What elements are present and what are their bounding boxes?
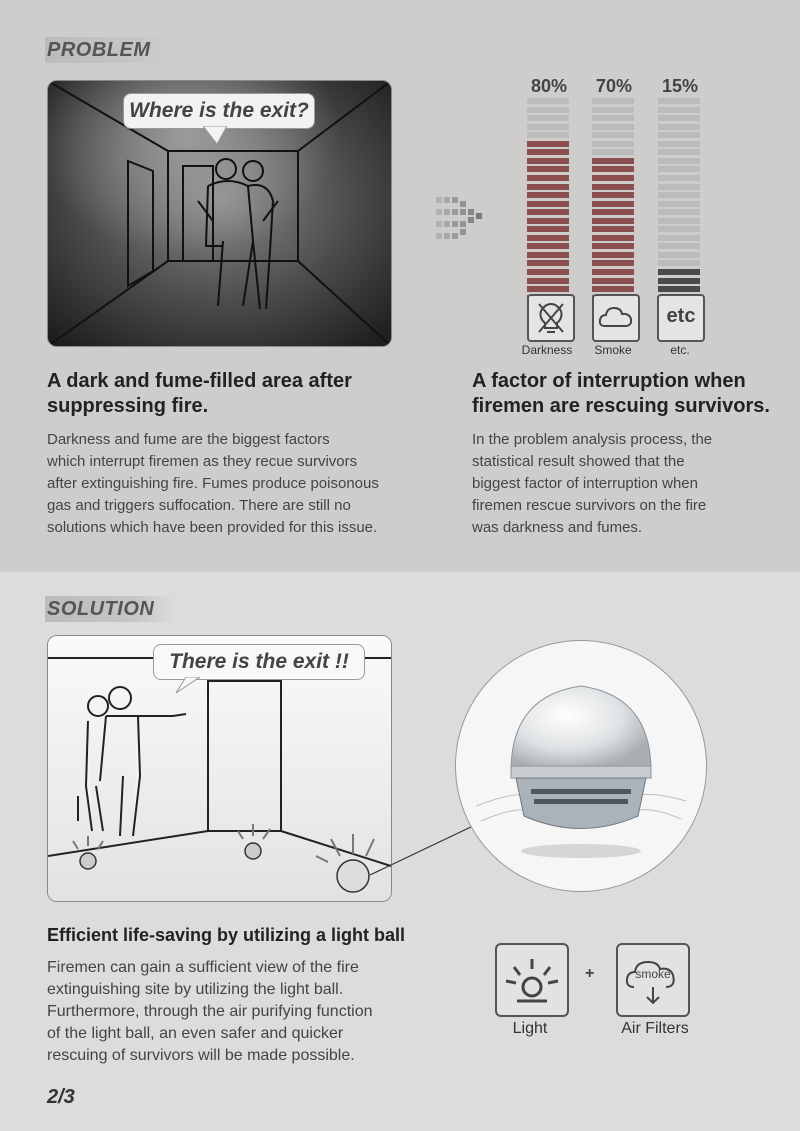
bar-segment: [658, 124, 700, 130]
analysis-body-line: biggest factor of interruption when: [472, 475, 698, 492]
solution-body-line: Furthermore, through the air purifying function: [47, 1003, 373, 1020]
bar-segment: [658, 149, 700, 155]
bar-segment: [592, 166, 634, 172]
analysis-heading-line: A factor of interruption when: [472, 370, 746, 392]
bar-segment: [527, 158, 569, 164]
bar-segment: [592, 149, 634, 155]
problem-body-line: gas and triggers suffocation. There are still no: [47, 497, 351, 514]
solution-body-line: Firemen can gain a sufficient view of the fire: [47, 959, 359, 976]
bar-segment: [592, 286, 634, 292]
bar-segment: [592, 98, 634, 104]
solution-speech-text: There is the exit !!: [169, 650, 349, 673]
solution-body-line: of the light ball, an even safer and quicker: [47, 1025, 344, 1042]
analysis-body-line: was darkness and fumes.: [472, 519, 643, 536]
bar-percent-label: 70%: [595, 76, 633, 96]
bar-segment: [658, 107, 700, 113]
bar-segment: [592, 278, 634, 284]
bar-segment: [658, 184, 700, 190]
smoke-icon-box: [592, 294, 640, 342]
bar-segment: [658, 269, 700, 275]
bar-segment: [527, 243, 569, 249]
bar-segment: [592, 115, 634, 121]
air-filters-label: Air Filters: [621, 1020, 689, 1037]
analysis-body: [472, 429, 756, 539]
bar-segment: [658, 235, 700, 241]
problem-body-line: Darkness and fume are the biggest factors: [47, 431, 330, 448]
bar-segment: [527, 132, 569, 138]
solution-body: [47, 957, 392, 1067]
bar-segment: [527, 124, 569, 130]
problem-body: [47, 429, 392, 539]
page-number: 2/3: [47, 1086, 75, 1108]
analysis-heading: [472, 369, 772, 419]
problem-tag-label: PROBLEM: [47, 39, 151, 61]
bar-segment: [658, 286, 700, 292]
bar-segment: [527, 278, 569, 284]
problem-heading-line: suppressing fire.: [47, 395, 209, 417]
analysis-body-line: In the problem analysis process, the: [472, 431, 713, 448]
solution-heading: Efficient life-saving by utilizing a light ball: [47, 925, 406, 945]
etc-icon: etc: [666, 305, 696, 327]
bar-segment: [592, 226, 634, 232]
bar-segment: [658, 209, 700, 215]
problem-tag: [45, 37, 175, 63]
bar-segment: [592, 260, 634, 266]
bar-segment: [592, 209, 634, 215]
analysis-body-line: statistical result showed that the: [472, 453, 685, 470]
bar-segment: [592, 218, 634, 224]
bar-segment: [527, 175, 569, 181]
bar-segment: [658, 132, 700, 138]
bar-segment: [527, 252, 569, 258]
bar-segment: [658, 98, 700, 104]
bar-segment: [527, 201, 569, 207]
solution-speech-bubble: [153, 644, 365, 680]
bar-segment: [658, 260, 700, 266]
zoom-connector-line: [370, 820, 480, 880]
bar-segment: [658, 166, 700, 172]
bar-segment: [658, 218, 700, 224]
bar-segment: [658, 252, 700, 258]
bar-segment: [527, 192, 569, 198]
bar-percent-label: 80%: [530, 76, 568, 96]
bar-segment: [658, 226, 700, 232]
solution-tag: [45, 596, 175, 622]
problem-bubble-tail: [203, 126, 227, 146]
light-ball-product: [456, 641, 706, 891]
bar-segment: [527, 98, 569, 104]
bar-segment: [658, 175, 700, 181]
bar-segment: [658, 158, 700, 164]
bar-segment: [592, 269, 634, 275]
bar-segment: [592, 252, 634, 258]
bar-segment: [527, 166, 569, 172]
bar-segment: [658, 192, 700, 198]
bar-segment: [592, 192, 634, 198]
bar-segment: [527, 209, 569, 215]
bar-segment: [592, 243, 634, 249]
bar-segment: [658, 141, 700, 147]
bar-segment: [658, 115, 700, 121]
bar-segment: [592, 184, 634, 190]
problem-body-line: which interrupt firemen as they recue survivors: [47, 453, 358, 470]
air-filter-feature-box: [616, 943, 690, 1017]
bar-segment: [527, 235, 569, 241]
solution-tag-label: SOLUTION: [47, 598, 155, 620]
bar-segment: [658, 278, 700, 284]
problem-heading-line: A dark and fume-filled area after: [47, 370, 352, 392]
problem-body-line: solutions which have been provided for this issue.: [47, 519, 378, 536]
bar-segment: [658, 243, 700, 249]
bar-segment: [592, 235, 634, 241]
solution-body-line: extinguishing site by utilizing the light ball.: [47, 981, 344, 998]
bar-segment: [527, 260, 569, 266]
bar-segment: [527, 269, 569, 275]
bar-segment: [592, 124, 634, 130]
bar-segment: [658, 201, 700, 207]
analysis-body-line: firemen rescue survivors on the fire: [472, 497, 707, 514]
bar-segment: [527, 286, 569, 292]
pixel-arrow-icon: [436, 193, 492, 245]
problem-heading: [47, 369, 407, 419]
problem-body-line: after extinguishing fire. Fumes produce poisonous: [47, 475, 379, 492]
bar-segment: [592, 141, 634, 147]
analysis-heading-line: firemen are rescuing survivors.: [472, 395, 770, 417]
smoke-icon-text: smoke: [635, 967, 671, 981]
bar-segment: [592, 107, 634, 113]
bar-percent-label: 15%: [661, 76, 699, 96]
light-feature-box: [495, 943, 569, 1017]
bar-segment: [527, 149, 569, 155]
problem-illustration: [47, 80, 392, 347]
light-label: Light: [512, 1020, 548, 1037]
cloud-icon: [594, 296, 638, 340]
sun-icon: [497, 945, 567, 1015]
etc-icon-box: [657, 294, 705, 342]
darkness-icon-box: [527, 294, 575, 342]
bar-segment: [527, 184, 569, 190]
bar-segment: [527, 115, 569, 121]
bar-segment: [592, 158, 634, 164]
bar-segment: [527, 218, 569, 224]
plus-sign: +: [585, 965, 595, 982]
darkness-label: Darkness: [521, 343, 573, 357]
bar-segment: [592, 175, 634, 181]
smoke-label: Smoke: [594, 343, 632, 357]
problem-speech-text: Where is the exit?: [129, 99, 309, 122]
solution-bubble-tail: [176, 677, 200, 695]
problem-speech-bubble: [123, 93, 315, 129]
bar-segment: [527, 141, 569, 147]
solution-illustration: [47, 635, 392, 902]
bar-segment: [527, 226, 569, 232]
bar-segment: [592, 132, 634, 138]
solution-body-line: rescuing of survivors will be made possible.: [47, 1047, 355, 1064]
light-ball-product-circle: [455, 640, 707, 892]
darkness-icon: [529, 296, 573, 340]
bar-segment: [527, 107, 569, 113]
etc-label: etc.: [670, 343, 690, 357]
bar-segment: [592, 201, 634, 207]
